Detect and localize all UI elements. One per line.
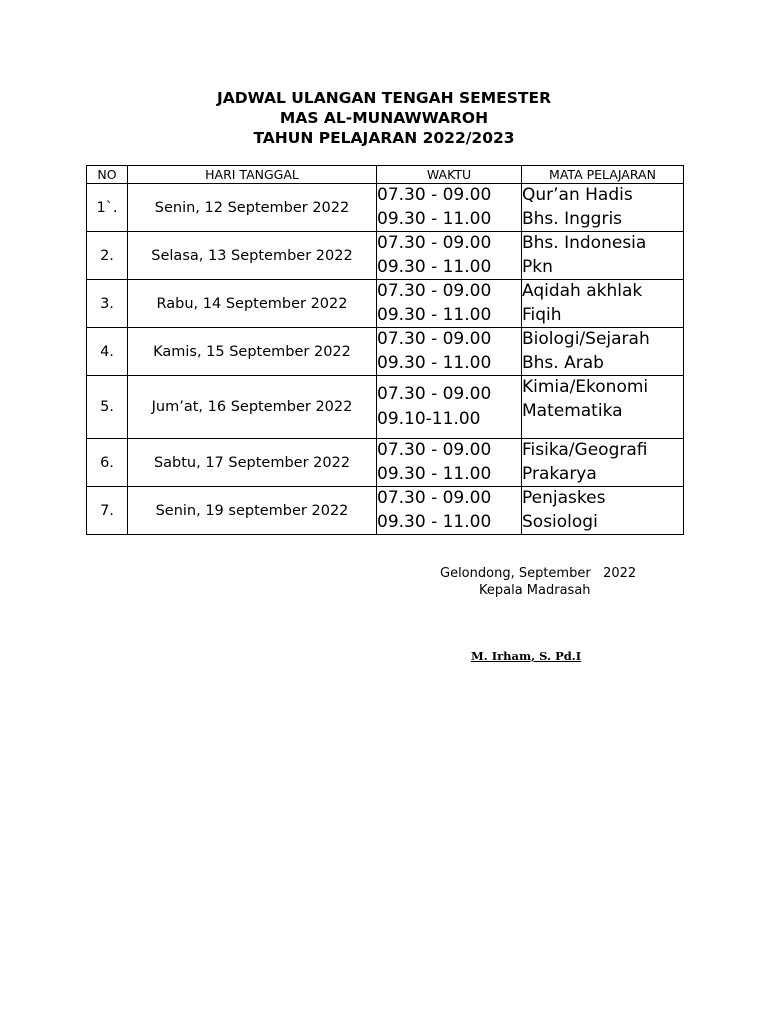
table-row <box>87 280 684 328</box>
subject-1: Bhs. Indonesia <box>522 233 647 253</box>
subject-2: Matematika <box>522 400 623 421</box>
subject-2: Fiqih <box>522 304 562 325</box>
header-time: WAKTU <box>377 166 522 184</box>
table-row <box>87 232 684 280</box>
row-no: 7. <box>87 487 128 535</box>
time-slot-1: 07.30 - 09.00 <box>377 329 492 349</box>
subject-1: Kimia/Ekonomi <box>522 377 649 397</box>
time-slot-1: 07.30 - 09.00 <box>377 383 492 404</box>
table-row <box>87 328 684 376</box>
row-date: Rabu, 14 September 2022 <box>128 280 377 328</box>
signature-place-date: Gelondong, September 2022 <box>440 566 637 581</box>
row-no: 5. <box>87 376 128 439</box>
row-subject <box>522 487 684 535</box>
row-subject <box>522 328 684 376</box>
time-slot-2: 09.30 - 11.00 <box>377 511 492 532</box>
subject-2: Sosiologi <box>522 511 598 532</box>
time-slot-2: 09.30 - 11.00 <box>377 208 492 229</box>
time-slot-2: 09.30 - 11.00 <box>377 256 492 277</box>
row-date: Sabtu, 17 September 2022 <box>128 439 377 487</box>
table-row <box>87 439 684 487</box>
document-title <box>0 88 768 148</box>
table-row <box>87 376 684 439</box>
subject-2: Pkn <box>522 256 553 277</box>
row-time <box>377 232 522 280</box>
row-subject <box>522 439 684 487</box>
row-subject <box>522 376 684 439</box>
row-no: 3. <box>87 280 128 328</box>
table-row <box>87 487 684 535</box>
row-time <box>377 376 522 439</box>
row-time <box>377 487 522 535</box>
subject-1: Penjaskes <box>522 488 606 508</box>
row-no: 1`. <box>87 184 128 232</box>
time-slot-1: 07.30 - 09.00 <box>377 440 492 460</box>
subject-1: Biologi/Sejarah <box>522 329 650 349</box>
row-date: Senin, 12 September 2022 <box>128 184 377 232</box>
row-no: 4. <box>87 328 128 376</box>
exam-schedule-table <box>86 165 684 535</box>
time-slot-2: 09.30 - 11.00 <box>377 304 492 325</box>
row-time <box>377 280 522 328</box>
row-subject <box>522 280 684 328</box>
time-slot-1: 07.30 - 09.00 <box>377 233 492 253</box>
row-date: Jum’at, 16 September 2022 <box>128 376 377 439</box>
signature-role: Kepala Madrasah <box>479 583 591 598</box>
row-date: Selasa, 13 September 2022 <box>128 232 377 280</box>
table-header-row <box>87 166 684 184</box>
header-date: HARI TANGGAL <box>128 166 377 184</box>
time-slot-1: 07.30 - 09.00 <box>377 488 492 508</box>
subject-1: Aqidah akhlak <box>522 281 643 301</box>
title-line-3: TAHUN PELAJARAN 2022/2023 <box>253 129 515 147</box>
title-line-1: JADWAL ULANGAN TENGAH SEMESTER <box>216 89 552 107</box>
signature-name: M. Irham, S. Pd.I <box>471 649 582 663</box>
row-date: Senin, 19 september 2022 <box>128 487 377 535</box>
time-slot-2: 09.30 - 11.00 <box>377 352 492 373</box>
subject-2: Prakarya <box>522 463 597 484</box>
row-subject <box>522 184 684 232</box>
row-no: 6. <box>87 439 128 487</box>
row-no: 2. <box>87 232 128 280</box>
header-subject: MATA PELAJARAN <box>522 166 684 184</box>
row-time <box>377 439 522 487</box>
subject-1: Qur’an Hadis <box>522 185 633 205</box>
table-row <box>87 184 684 232</box>
header-no: NO <box>87 166 128 184</box>
row-subject <box>522 232 684 280</box>
row-time <box>377 328 522 376</box>
time-slot-1: 07.30 - 09.00 <box>377 281 492 301</box>
subject-1: Fisika/Geografi <box>522 440 648 460</box>
row-date: Kamis, 15 September 2022 <box>128 328 377 376</box>
subject-2: Bhs. Inggris <box>522 208 623 229</box>
subject-2: Bhs. Arab <box>522 352 604 373</box>
time-slot-1: 07.30 - 09.00 <box>377 185 492 205</box>
row-time <box>377 184 522 232</box>
title-line-2: MAS AL-MUNAWWAROH <box>279 109 489 127</box>
time-slot-2: 09.10-11.00 <box>377 409 481 429</box>
time-slot-2: 09.30 - 11.00 <box>377 463 492 484</box>
